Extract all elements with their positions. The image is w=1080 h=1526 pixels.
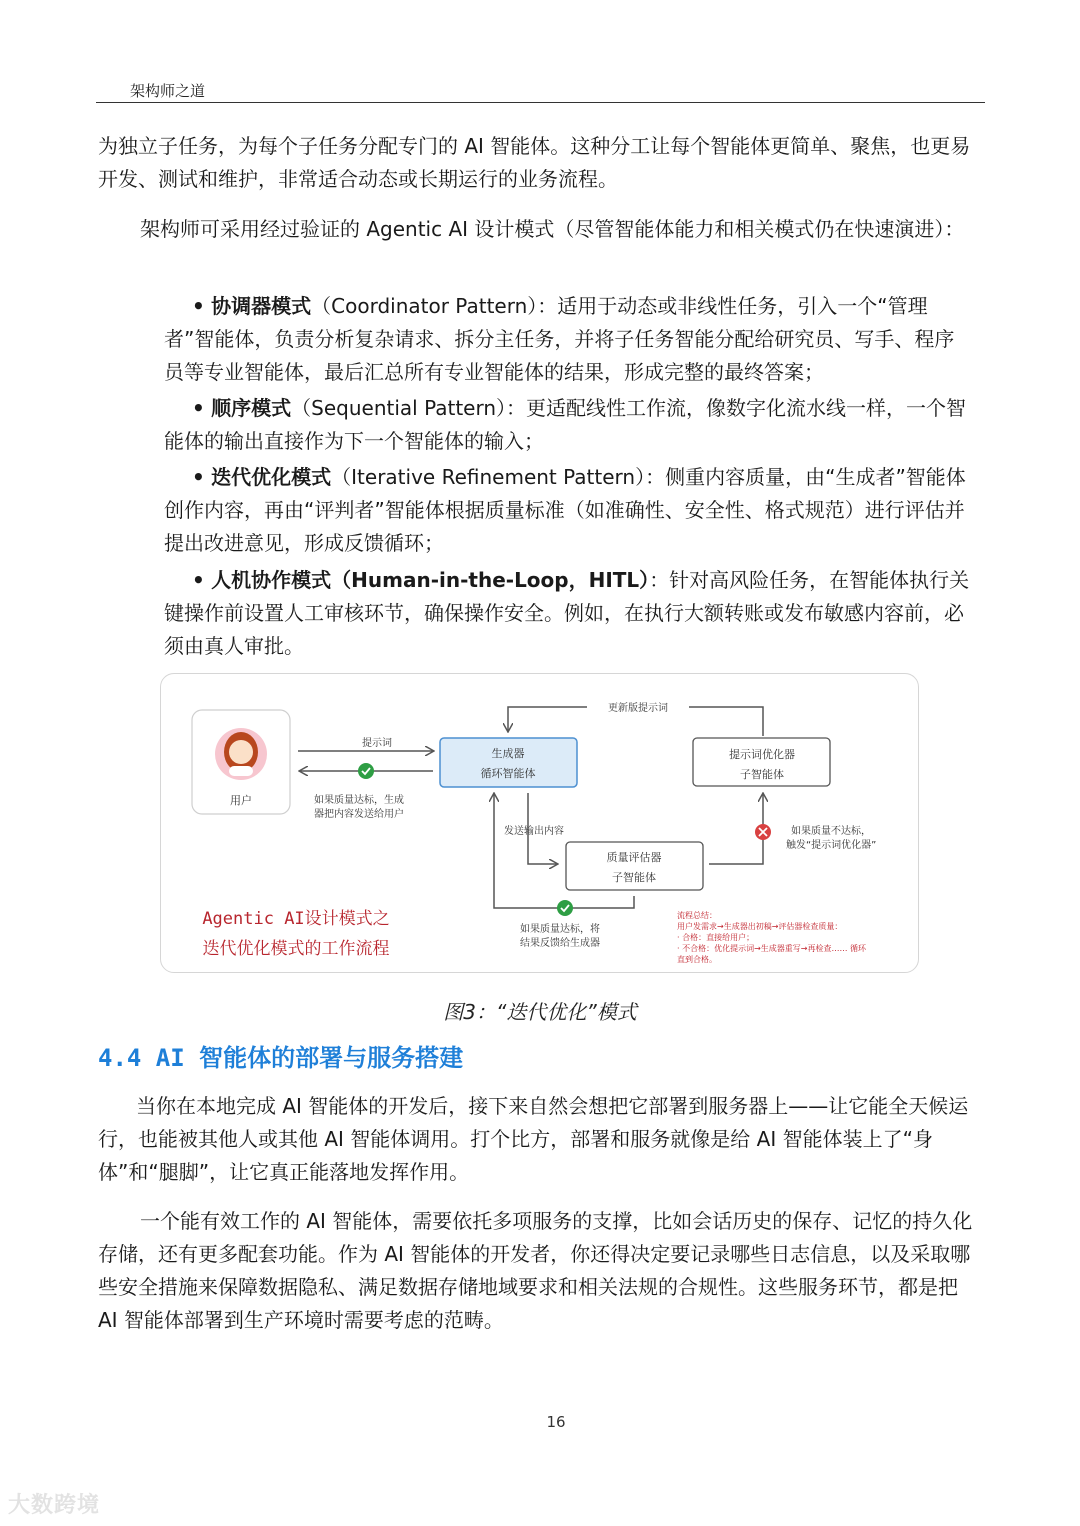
summary-line4: 直到合格。: [677, 955, 717, 964]
summary-line1: 用户发需求→生成器出初稿→评估器检查质量：: [677, 922, 843, 931]
check-icon: [557, 900, 573, 916]
bullet-text: ：侧重内容质量，由“生成者”智能体创作内容，再由“评判者”智能体根据质量标准（如准确性、安全性、格式规范）进行评估并提出改进意见，形成反馈循环；: [164, 465, 966, 555]
bullet-text: ：适用于动态或非线性任务，引入一个“管理者”智能体，负责分析复杂请求、拆分主任务，并将子任务智能分配给研究员、写手、程序员等专业智能体，最后汇总所有专业智能体的结果，形成完整的最终答案；: [164, 294, 955, 384]
section-heading: 4.4 AI 智能体的部署与服务搭建: [98, 1044, 464, 1072]
paragraph-2: 架构师可采用经过验证的 Agentic AI 设计模式（尽管智能体能力和相关模式仍在快速演进）：: [140, 217, 965, 241]
check-icon: [358, 763, 374, 779]
watermark: 大数跨境: [8, 1493, 101, 1518]
user-label: 用户: [230, 794, 252, 807]
updated-prompt-arrow: [508, 707, 587, 731]
pass-to-user-line2: 器把内容发送给用户: [314, 809, 404, 820]
bullet-term: 协调器模式: [211, 294, 312, 318]
bullet-english: （Sequential Pattern）: [291, 396, 507, 420]
fail-arrow: [709, 794, 763, 864]
feedback-line1: 如果质量达标，将: [520, 924, 600, 935]
feedback-line2: 结果反馈给生成器: [520, 938, 600, 949]
bullet-term: 迭代优化模式: [211, 465, 332, 489]
evaluator-line1: 质量评估器: [606, 851, 662, 864]
bullet-term: 人机协作模式（Human-in-the-Loop，HITL）: [211, 568, 650, 592]
figure-title-line1: Agentic AI设计模式之: [202, 909, 390, 929]
paragraph-4: 一个能有效工作的 AI 智能体，需要依托多项服务的支撑，比如会话历史的保存、记忆的持久化存储，还有更多配套功能。作为 AI 智能体的开发者，你还得决定要记录哪些日志信息，以及采取哪些安全措施来保障数据隐私、满足数据存储地域要求和相关法规的合规性。这些服务环节，都是把 AI 智能体部署到生产环境时需要考虑的范畴。: [98, 1209, 973, 1332]
fail-line1: 如果质量不达标，: [791, 826, 871, 837]
fail-line2: 触发“提示词优化器”: [786, 840, 877, 851]
figure-iterative-refinement: [160, 673, 919, 973]
bullet-text: ：针对高风险任务，在智能体执行关键操作前设置人工审核环节，确保操作安全。例如，在执行大额转账或发布敏感内容前，必须由真人审批。: [164, 568, 970, 658]
optimizer-line1: 提示词优化器: [729, 748, 795, 761]
bullet-marker: •: [192, 568, 205, 592]
bullet-text: ：更适配线性工作流，像数字化流水线一样，一个智能体的输出直接作为下一个智能体的输入；: [164, 396, 967, 453]
summary-line2: · 合格：直接给用户；: [677, 933, 755, 942]
summary-line3: · 不合格：优化提示词→生成器重写→再检查…… 循环: [677, 944, 867, 953]
summary-title: 流程总结：: [677, 911, 717, 920]
generator-line2: 循环智能体: [480, 767, 536, 780]
header-rule: [96, 102, 985, 103]
bullet-hitl: [164, 564, 972, 663]
bullet-term: 顺序模式: [211, 396, 292, 420]
page-number: 16: [546, 1413, 566, 1431]
evaluator-line2: 子智能体: [612, 871, 656, 884]
generator-line1: 生成器: [491, 747, 525, 760]
optimizer-line2: 子智能体: [740, 768, 784, 781]
bullet-marker: •: [192, 294, 205, 318]
pass-to-user-line1: 如果质量达标，生成: [314, 795, 404, 806]
bullet-english: （Iterative Refinement Pattern）: [331, 465, 646, 489]
figure-caption: 图3：“迭代优化”模式: [443, 1000, 637, 1024]
running-header: 架构师之道: [130, 82, 206, 100]
paragraph-3: 当你在本地完成 AI 智能体的开发后，接下来自然会想把它部署到服务器上——让它能全天候运行，也能被其他人或其他 AI 智能体调用。打个比方，部署和服务就像是给 AI 智能体装上了“身体”和“腿脚”，让它真正能落地发挥作用。: [98, 1094, 969, 1184]
paragraph-1: 为独立子任务，为每个子任务分配专门的 AI 智能体。这种分工让每个智能体更简单、聚焦，也更易开发、测试和维护，非常适合动态或长期运行的业务流程。: [98, 134, 971, 191]
send-output-label: 发送输出内容: [504, 826, 564, 837]
updated-prompt-label: 更新版提示词: [608, 703, 668, 714]
bullet-marker: •: [192, 396, 205, 420]
bullet-sequential: [164, 392, 972, 458]
bullet-marker: •: [192, 465, 205, 489]
prompt-label: 提示词: [362, 738, 392, 749]
bullet-iterative: [164, 461, 972, 560]
user-avatar-icon: [215, 728, 267, 780]
figure-diagram: [161, 674, 918, 972]
figure-title-line2: 迭代优化模式的工作流程: [202, 939, 390, 959]
bullet-coordinator: [164, 290, 972, 389]
bullet-english: （Coordinator Pattern）: [311, 294, 538, 318]
updated-prompt-line: [689, 707, 763, 736]
